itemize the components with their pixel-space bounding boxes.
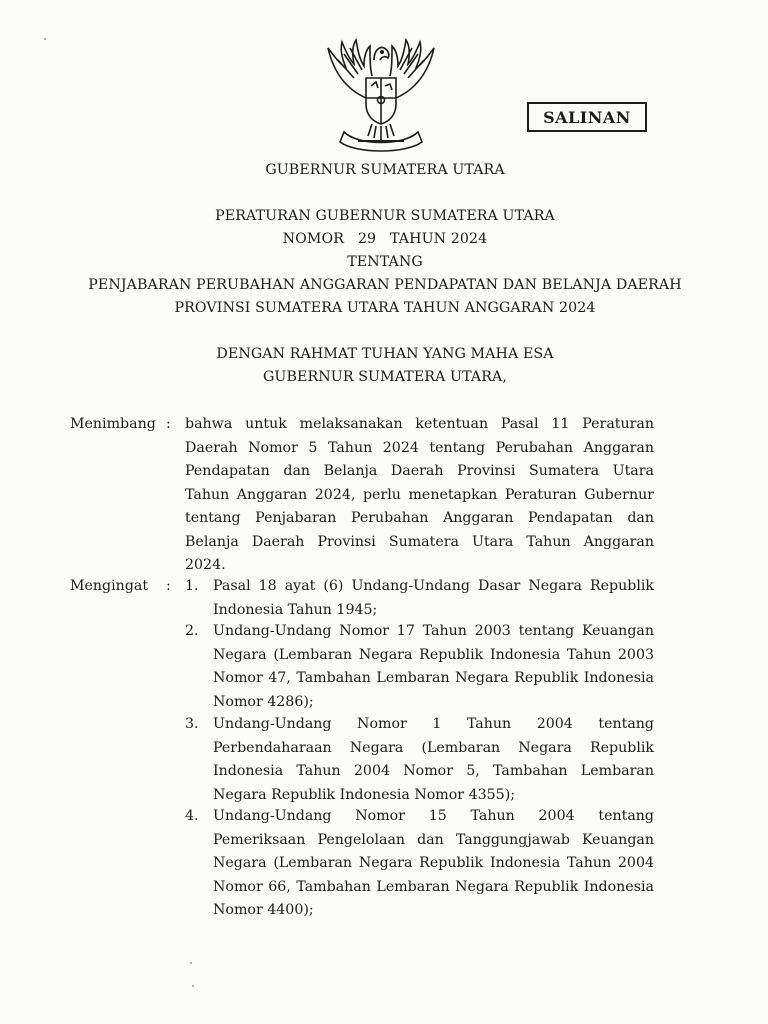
about-label: TENTANG (347, 254, 423, 270)
item-line: Perbendaharaan Negara (Lembaran Negara Republik (213, 739, 654, 756)
mengingat-item-1 (213, 575, 654, 622)
item-line: Nomor 4286); (213, 693, 314, 710)
issuer-heading: GUBERNUR SUMATERA UTARA (265, 162, 505, 178)
item-number: 4. (185, 808, 199, 824)
invocation: DENGAN RAHMAT TUHAN YANG MAHA ESA (216, 346, 554, 362)
issuer-closing: GUBERNUR SUMATERA UTARA, (263, 369, 507, 385)
item-line: Negara (Lembaran Negara Republik Indonesia Tahun 2004 (213, 855, 654, 871)
menimbang-line: Pendapatan dan Belanja Daerah Provinsi Sumatera Utara (185, 463, 654, 479)
scan-speck (192, 985, 194, 987)
number-value: 29 (357, 231, 377, 247)
menimbang-line: Daerah Nomor 5 Tahun 2024 tentang Perubahan Anggaran (185, 439, 654, 456)
menimbang-line: Belanja Daerah Provinsi Sumatera Utara Tahun Anggaran (185, 533, 654, 550)
item-line: Nomor 4400); (213, 902, 314, 918)
item-number: 3. (185, 716, 199, 732)
scan-speck (190, 962, 192, 964)
menimbang-text (185, 413, 654, 578)
mengingat-label: Mengingat (70, 578, 149, 594)
number-year: TAHUN 2024 (390, 231, 488, 247)
item-line: Pemeriksaan Pengelolaan dan Tanggungjawab Keuangan (213, 831, 654, 848)
mengingat-colon: : (166, 578, 171, 594)
mengingat-item-3 (213, 713, 654, 807)
salinan-stamp: SALINAN (527, 102, 647, 132)
menimbang-colon: : (166, 416, 171, 432)
item-line: Indonesia Tahun 1945; (213, 601, 378, 618)
menimbang-line: bahwa untuk melaksanakan ketentuan Pasal 11 Peraturan (185, 416, 654, 432)
item-line: Negara Republik Indonesia Nomor 4355); (213, 786, 516, 803)
menimbang-line: tentang Penjabaran Perubahan Anggaran Pendapatan dan (185, 510, 654, 526)
item-line: Nomor 66, Tambahan Lembaran Negara Republik Indonesia (213, 878, 654, 895)
mengingat-section (0, 575, 768, 918)
number-prefix: NOMOR (282, 231, 345, 247)
subject-line-1: PENJABARAN PERUBAHAN ANGGARAN PENDAPATAN DAN BELANJA DAERAH (88, 277, 682, 293)
mengingat-item-2 (213, 620, 654, 714)
item-number: 2. (185, 623, 199, 639)
scan-speck (44, 38, 46, 40)
regulation-number (40, 228, 730, 251)
subject-line-2: PROVINSI SUMATERA UTARA TAHUN ANGGARAN 2024 (174, 300, 596, 316)
item-line: Undang-Undang Nomor 17 Tahun 2003 tentang Keuangan (213, 623, 654, 639)
mengingat-item-4 (213, 805, 654, 923)
item-line: Negara (Lembaran Negara Republik Indonesia Tahun 2003 (213, 646, 654, 663)
item-line: Pasal 18 ayat (6) Undang-Undang Dasar Negara Republik (213, 578, 654, 594)
item-line: Nomor 47, Tambahan Lembaran Negara Republik Indonesia (213, 670, 654, 686)
menimbang-line: Tahun Anggaran 2024, perlu menetapkan Peraturan Gubernur (185, 486, 654, 503)
item-line: Indonesia Tahun 2004 Nomor 5, Tambahan Lembaran (213, 763, 654, 779)
garuda-emblem-icon (318, 34, 444, 156)
item-line: Undang-Undang Nomor 15 Tahun 2004 tentang (213, 808, 654, 824)
item-number: 1. (185, 578, 199, 594)
item-line: Undang-Undang Nomor 1 Tahun 2004 tentang (213, 716, 654, 732)
menimbang-label: Menimbang (70, 416, 156, 432)
menimbang-line: 2024. (185, 557, 226, 573)
regulation-title: PERATURAN GUBERNUR SUMATERA UTARA (215, 208, 555, 224)
